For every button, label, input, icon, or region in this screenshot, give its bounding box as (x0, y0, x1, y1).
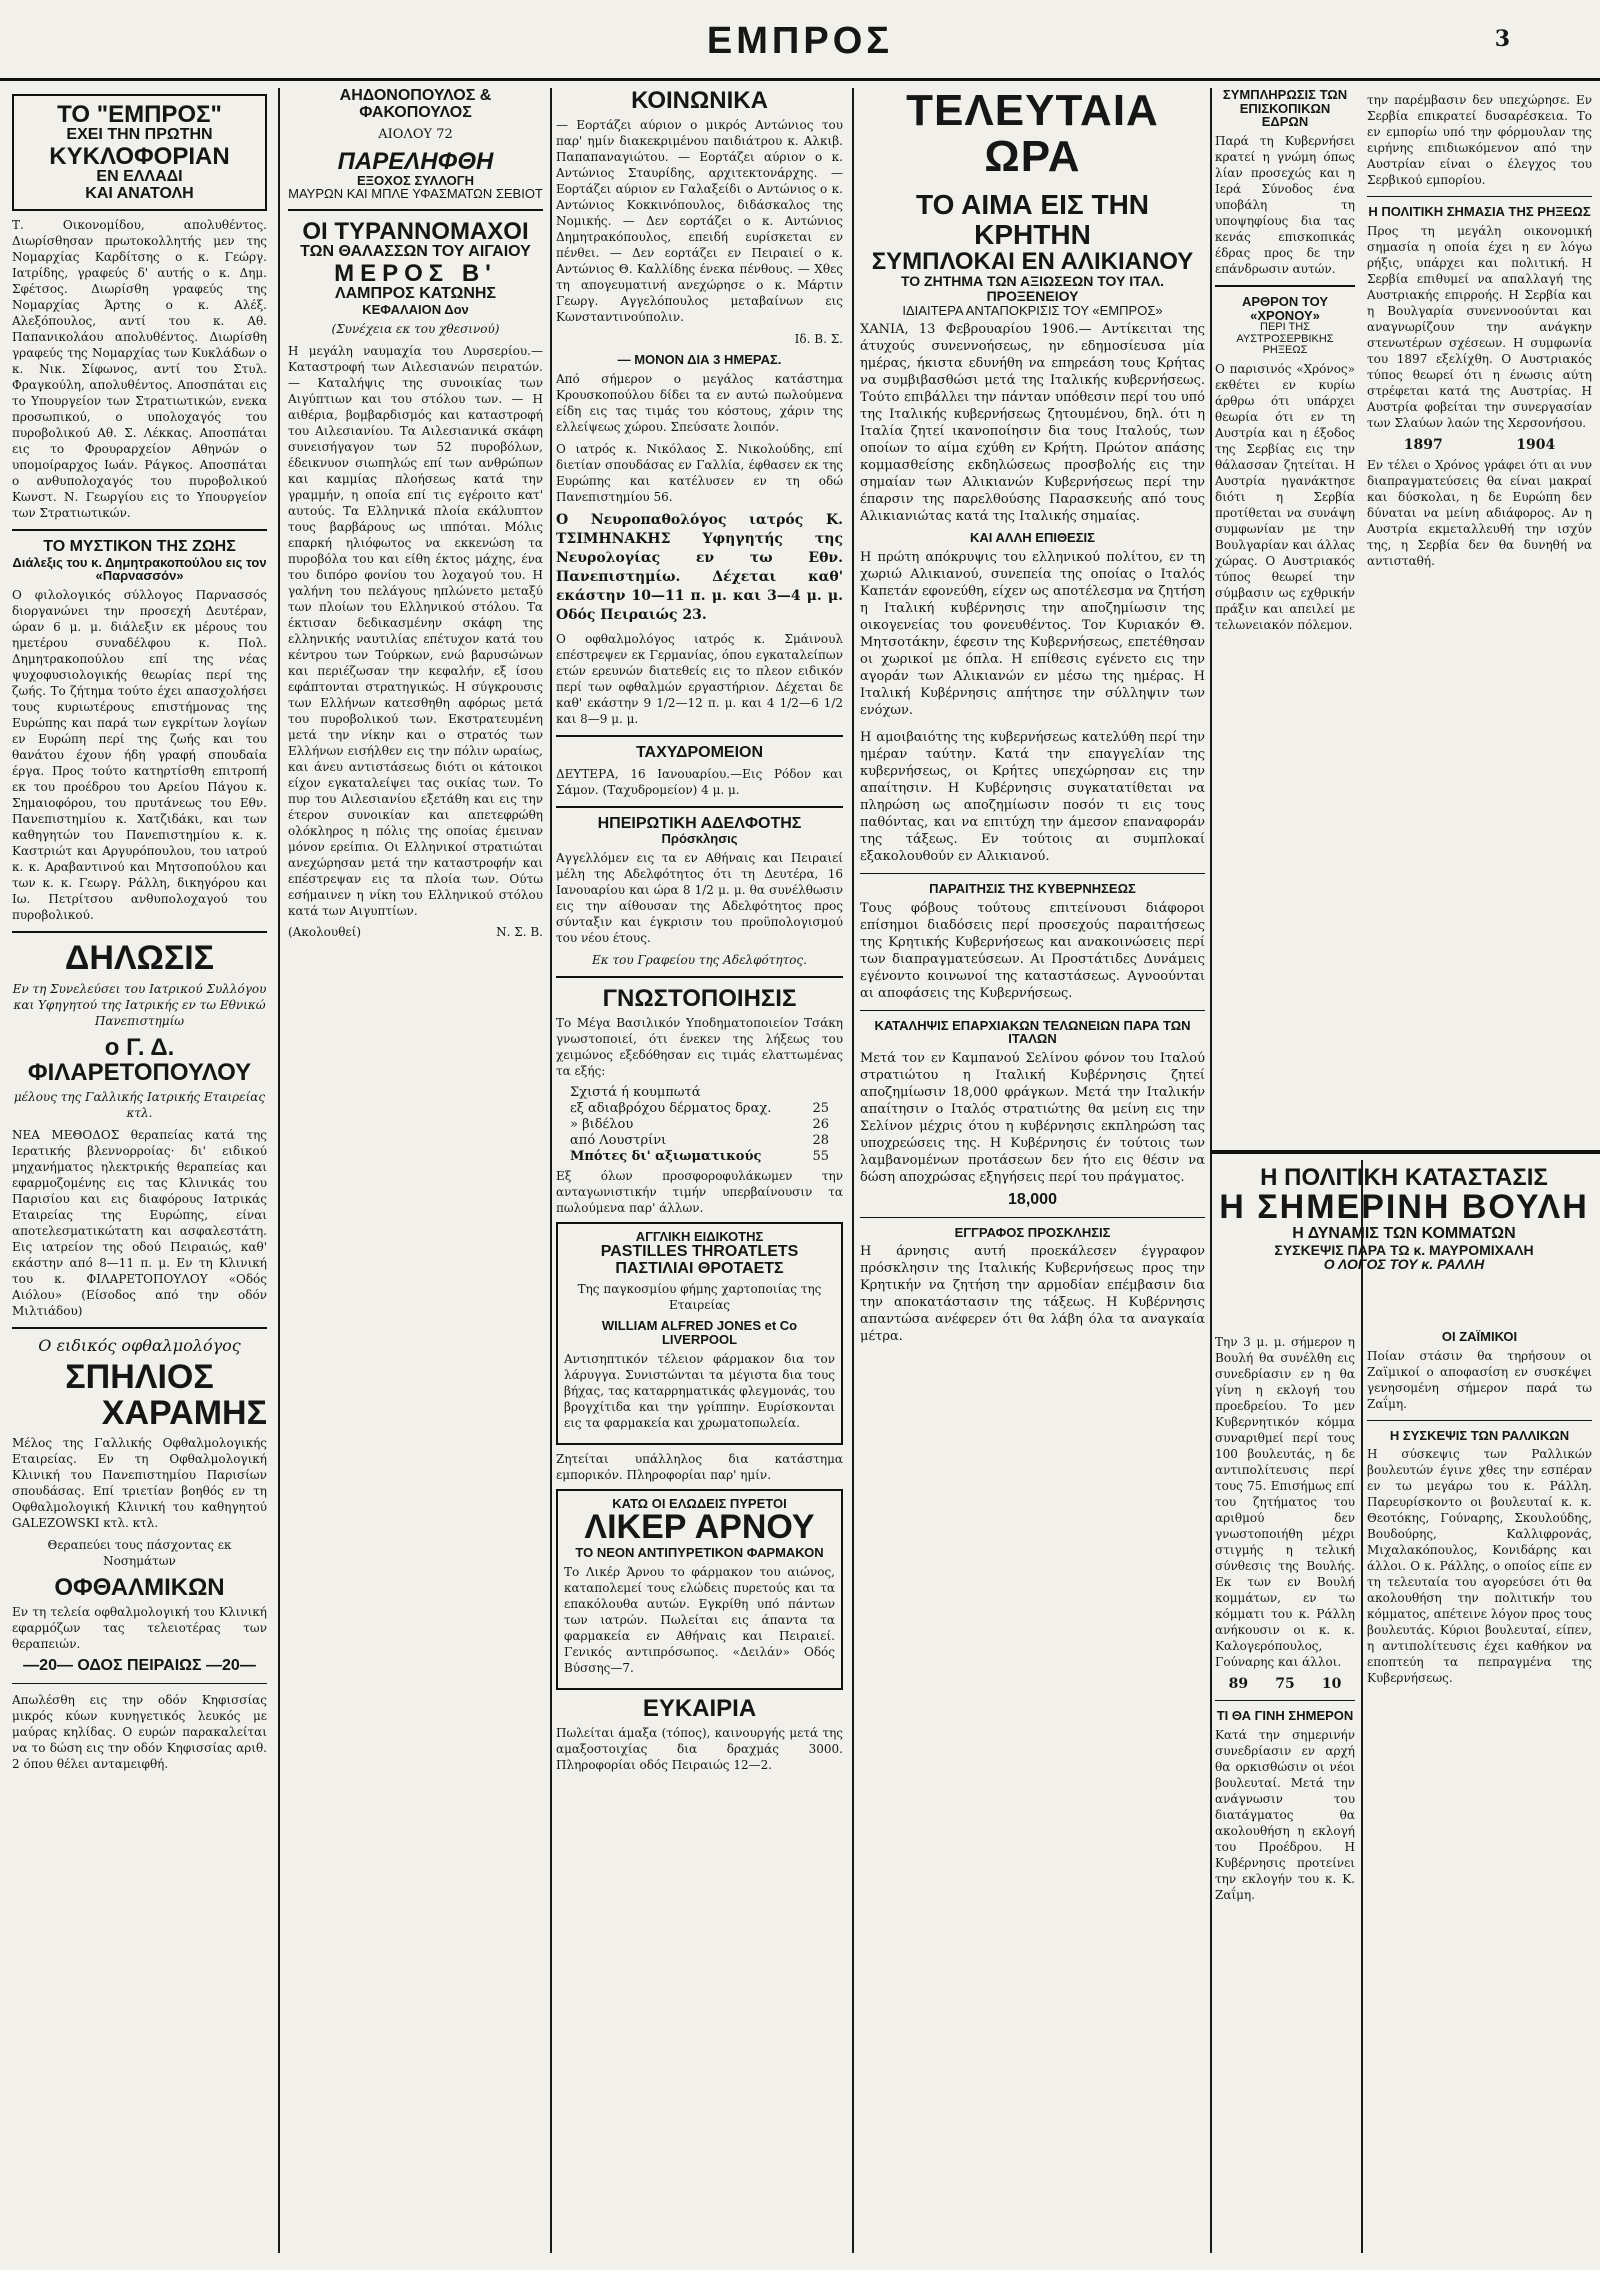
figure-18000: 18,000 (1008, 1190, 1057, 1208)
political-title: Η ΔΥΝΑΜΙΣ ΤΩΝ ΚΟΜΜΑΤΩΝ (1292, 1224, 1516, 1242)
pastilles-name: PASTILLES THROATLETS (600, 1242, 799, 1260)
social-signed: Ιδ. Β. Σ. (794, 332, 843, 347)
bargain-title: ΕΥΚΑΙΡΙΑ (642, 1694, 757, 1722)
section-title: ΤΟ ΜΥΣΤΙΚΟΝ ΤΗΣ ΖΩΗΣ (43, 537, 236, 555)
eye-name: ΧΑΡΑΜΗΣ (101, 1393, 267, 1432)
price-row: εξ αδιαβρόχου δέρματος δραχ. 25 (570, 1101, 829, 1117)
price-row: Μπότες δι' αξιωματικούς 55 (570, 1149, 829, 1165)
pastilles-title: ΑΓΓΛΙΚΗ ΕΙΔΙΚΟΤΗΣ (635, 1229, 764, 1245)
masthead-title: ΕΜΠΡΟΣ (706, 20, 894, 62)
serial-chapter: ΚΕΦΑΛΑΙΟΝ Δον (362, 302, 469, 318)
shop-address: ΑΙΟΛΟΥ 72 (378, 126, 453, 142)
political-title: Ο ΛΟΓΟΣ ΤΟΥ κ. ΡΑΛΛΗ (1323, 1256, 1485, 1273)
mail-title: ΤΑΧΥΔΡΟΜΕΙΟΝ (635, 743, 764, 761)
headline-private: ΙΔΙΑΙΤΕΡΑ ΑΝΤΑΠΟΚΡΙΣΙΣ ΤΟΥ «ΕΜΠΡΟΣ» (902, 302, 1163, 318)
government-body: Τους φόβους τούτους επιτείνουσι διάφοροι επίσημοι διαδόσεις περί προσεχούς παραιτήσεως της Κρητικής Κυβερνήσεως και ανακοινώσεις περί των διαπραγματεύσεων. Αι Προστάτιδες Δυνάμεις εγένοντο κοινωνοί της καταστάσεως. Αγνοούνται αι αποφάσεις της Κυβερνήσεως. (860, 900, 1205, 1001)
column-rule (550, 88, 552, 2253)
notice-title: ΔΗΛΩΣΙΣ (64, 938, 215, 977)
serial-signoff: (Ακολουθεί) (288, 924, 362, 939)
column-1 (12, 88, 267, 2253)
doctor-title: μέλους της Γαλλικής Ιατρικής Εταιρείας κτλ. (13, 1089, 266, 1120)
column-4 (860, 88, 1205, 2253)
serial-title: ΟΙ ΤΥΡΑΝΝΟΜΑΧΟΙ (302, 218, 529, 246)
political-title: ΣΥΣΚΕΨΙΣ ΠΑΡΑ ΤΩ κ. ΜΑΥΡΟΜΙΧΑΛΗ (1274, 1241, 1534, 1258)
column-5 (1215, 88, 1355, 1138)
rallis-title: Η ΣΥΣΚΕΨΙΣ ΤΩΝ ΡΑΛΛΙΚΩΝ (1389, 1427, 1570, 1443)
eye-address: —20— ΟΔΟΣ ΠΕΙΡΑΙΩΣ —20— (23, 1657, 256, 1675)
lecture-body: Ο φιλολογικός σύλλογος Παρνασσός διοργανώνει την προσεχή Δευτέραν, ώραν 6 μ. μ. διάλεξιν εκ μέρους του ημετέρου συναδέλφου κ. Πολ. Δημητρακοπούλου επί της νέας ψυχοφυσιολογικής θεωρίας περί της ζωής. Το ζήτημα τούτο έχει απασχολήσει τους κυριωτέρους επιστήμονας της Ευρώπης και παρά των εγκρίτων λογίων εν Ευρώπη περί της ζωής και του θανάτου έχουν ήδη γραφή σπουδαία έργα. Προς τούτο κατηρτίσθη επιτροπή εκ του προέδρου του Αρείου Πάγου κ. Σημαιοφόρου, του πρυτάνεως του Εθν. Πανεπιστημίου κ. Χατζιδάκι, και των καθηγητών του Πανεπιστημίου κ. κ. Καστριώτ και Αργυρόπουλου, του ιατρού κ. κ. Αραβαντινού και Μητσοπούλου και των κ. κ. Γεωργ. Ράλλη, δικηγόρου και Ιω. Πετρίτσου ανθυπολοχαγού του πυροβολικού. (12, 587, 267, 922)
doctor-body: ΝΕΑ ΜΕΘΟΔΟΣ θεραπείας κατά της Ιερατικής βλεννορροίας· δι' ειδικού μηχανήματος ηλεκτρικής θεραπείας και εφαρμοζομένης εις τας Κλινικάς του Παρισίου και εις διαφόρους Ιατρικάς Εταιρείας της Ευρώπης, είναι αποτελεσματικώτατη και ασφαλεστάτη. Εις ιατρείον της οδού Πειραιώς, καθ' εκάστην από 8—11 π. μ. Εν τη Κλινική του κ. ΦΙΛΑΡΕΤΟΠΟΥΛΟΥ «Οδός Αιόλου» (Είσοδος από την οδόν Μιλτιάδου) (12, 1127, 267, 1318)
rallis-body: Η σύσκεψις των Ραλλικών βουλευτών έγινε χθες την εσπέραν εν τω μεγάρω του κ. Ράλλη. Παρευρίσκοντο οι βουλευταί κ. κ. Θεοτόκης, Γούναρης, Σκουλούδης, Βουδούρης, Καλλιφρονάς, Μιχαλακόπουλος, Κονιδάρης και άλλοι. Ο κ. Ράλλης, ο οποίος είπε εν τη τελευταία του αγορεύσει ότι θα ακολουθήση την πολιτικήν του κόμματος, απέτεινε λόγον προς τους βουλευτάς. Κύριοι βουλευταί, είπεν, η αντιπολίτευσις έχει καθήκον να εποπτεύη τα πεπραγμένα της Κυβερνήσεως. (1367, 1447, 1592, 1686)
doctor-ad: Ο ιατρός κ. Νικόλαος Σ. Νικολούδης, επί διετίαν σπουδάσας εν Γαλλία, έφθασεν εκ της Ευρώπης και κατέλυσεν εν τη οδώ Πανεπιστημίου 56. (556, 441, 843, 504)
headline-issue: ΤΟ ΖΗΤΗΜΑ ΤΩΝ ΑΞΙΩΣΕΩΝ ΤΟΥ ΙΤΑΛ. ΠΡΟΞΕΝΕΙΟΥ (900, 273, 1165, 305)
shop-fabrics: ΜΑΥΡΩΝ ΚΑΙ ΜΠΛΕ ΥΦΑΣΜΑΤΩΝ ΣΕΒΙΟΤ (288, 186, 543, 202)
shop-delivery: ΠΑΡΕΛΗΦΘΗ (337, 147, 494, 175)
job-notice: Ζητείται υπάλληλος δια κατάστημα εμπορικόν. Πληροφορίαι παρ' ημίν. (556, 1451, 843, 1482)
eye-cure: Θεραπεύει τους πάσχοντας εκ Νοσημάτων (47, 1538, 232, 1569)
doctor-name: ο Γ. Δ. ΦΙΛΑΡΕΤΟΠΟΥΛΟΥ (27, 1033, 252, 1086)
eye-name: ΣΠΗΛΙΟΣ (65, 1357, 214, 1396)
shop-collection: ΕΞΟΧΟΣ ΣΥΛΛΟΓΗ (357, 172, 474, 188)
article-sub: ΠΕΡΙ ΤΗΣ ΑΥΣΤΡΟΣΕΡΒΙΚΗΣ ΡΗΞΕΩΣ (1236, 321, 1334, 357)
government-title: ΠΑΡΑΙΤΗΣΙΣ ΤΗΣ ΚΥΒΕΡΝΗΣΕΩΣ (929, 881, 1136, 896)
epirus-sign: Εκ του Γραφείου της Αδελφότητος. (592, 953, 807, 968)
points-body: Προς τη μεγάλη οικονομική σημασία η οποία έχει η εν λόγω ρήξις, υπάρχει και πολιτική. Η Σερβία επιθυμεί να απαλλαγή της Αυστριακής επιρροής. Η Σερβία και η Βουλγαρία συνεννοούνται και αναγνωρίζουν την ανάγκην στενωτέρων σχέσεων. Η συμφωνία του 1897 εξελίχθη. Ο Αυστριακός τύπος θεωρεί ότι η ένωσις αύτη στρέφεται κατά της Αυστρίας. Η Αυστρία φοβείται την συνεργασίαν των Σλαύων λαών της Χερσονήσου. (1367, 223, 1592, 430)
today-body: Κατά την σημερινήν συνεδρίασιν εν αρχή θα ορκισθώσιν οι νέοι βουλευταί. Μετά την ανάγνωσιν του διατάγματος θα ακολουθήση η εκλογή του Προέδρου. Η Κυβέρνησις προτείνει την εκλογήν του κ. Κ. Ζαΐμη. (1215, 1727, 1355, 1902)
three-days-body: Από σήμερον ο μεγάλος κατάστημα Κρουσκοπούλου δίδει τα εν αυτώ πωλούμενα είδη εις τας τιμάς του κόστους, χάριν της ελλείψεως χώρου. Σπεύσατε λοιπόν. (556, 371, 843, 434)
top-text: την παρέμβασιν δεν υπεχώρησε. Εν Σερβία επικρατεί δυσαρέσκεια. Το εν εμπορίω υπό την φόρμουλαν της ειρήνης επιδιωκόμενον από την Αυστρίαν είναι ο έλεγχος του Σερβικού εμπορίου. (1367, 93, 1592, 187)
arrest-title: ΚΑΤΑΛΗΨΙΣ ΕΠΑΡΧΙΑΚΩΝ ΤΕΛΩΝΕΙΩΝ ΠΑΡΑ ΤΩΝ ΙΤΑΛΩΝ (874, 1017, 1191, 1047)
political-header (1215, 1165, 1593, 1272)
fever-sub: ΤΟ ΝΕΟΝ ΑΝΤΙΠΥΡΕΤΙΚΟΝ ΦΑΡΜΑΚΟΝ (575, 1545, 824, 1561)
pastilles-maker: WILLIAM ALFRED JONES et Co (601, 1318, 798, 1334)
price-list (556, 1085, 843, 1164)
arrest-body: Μετά τον εν Καμπανού Σελίνου φόνον του Ιταλού στρατιώτου η Ιταλική Κυβέρνησις ζητεί αποζημίωσιν 18,000 φράγκων. Μετά την Ιταλικήν απαίτησιν ο Ιταλός στρατιώτης θα μείνη εις την Σελίνον μέχρις ότου η κυβέρνησις εκπληρώση τας υποχρεώσεις της. Η Κυβέρνησις έν τούτοις των λαμβανομένων προτάσεων δεν ήτο εις θέσιν να δώση αποχρώσας εξηγήσεις περί του πράγματος. (860, 1050, 1205, 1185)
column-6 (1367, 88, 1592, 1138)
bargain-body: Πωλείται άμαξα (τόπος), καινουργής μετά της αμαξοστοιχίας δια δραχμάς 3000. Πληροφορίαι οδός Πειραιώς 12—2. (556, 1725, 843, 1772)
serial-continuation: (Συνέχεια εκ του χθεσινού) (331, 321, 500, 336)
supplement-body: Παρά τη Κυβερνήσει κρατεί η γνώμη όπως λίαν προσεχώς και η Ιερά Σύνοδος ένα υποβάλη τη υποψηφίους δια τας κενάς επισκοπικάς έδρας προς δε την επάνδρωσιν αυτών. (1215, 133, 1355, 276)
zaimis-body: Ποίαν στάσιν θα τηρήσουν οι Ζαϊμικοί ο αποφασίση εν συσκέψει γενησομένη σήμερον παρά τω Ζαΐμη. (1367, 1348, 1592, 1411)
serial-part: ΜΕΡΟΣ Β' (334, 260, 497, 288)
today-title: ΤΙ ΘΑ ΓΙΝΗ ΣΗΜΕΡΟΝ (1216, 1708, 1354, 1723)
fever-ad (556, 1489, 843, 1690)
social-title: ΚΟΙΝΩΝΙΚΑ (631, 88, 768, 114)
gnosto-title: ΓΝΩΣΤΟΠΟΙΗΣΙΣ (602, 985, 797, 1013)
invite-title: ΕΓΓΡΑΦΟΣ ΠΡΟΣΚΛΗΣΙΣ (954, 1224, 1111, 1240)
mail-body: ΔΕΥΤΕΡΑ, 16 Ιανουαρίου.—Εις Ρόδον και Σάμον. (Ταχυδρομείον) 4 μ. μ. (556, 766, 843, 797)
column-rule (278, 88, 280, 2253)
lost-notice: Απωλέσθη εις την οδόν Κηφισσίας μικρός κύων κυνηγετικός λευκός με μαύρας κηλίδας. Ο ευρών παρακαλείται να το δώση εις την οδόν Κηφισσίας αριθ. 2 όπου θέλει ανταμειφθή. (12, 1693, 267, 1772)
pastilles-ad (556, 1222, 843, 1445)
column-rule (1210, 88, 1212, 2253)
pastilles-name: ΠΑΣΤΙΛΙΑΙ ΘΡΟΤΑΕΤΣ (615, 1259, 784, 1277)
headline-sub: ΣΥΜΠΛΟΚΑΙ ΕΝ ΑΛΙΚΙΑΝΟΥ (871, 248, 1194, 276)
column-rule (1361, 1160, 1363, 2253)
price-row: » βιδέλου 26 (570, 1117, 829, 1133)
pastilles-body: Αντισηπτικόν τέλειον φάρμακον δια τον λάρυγγα. Συνιστώνται τα μέγιστα δια τους βήχας, τας καταρρηματικάς φλεγμονάς, του βρογχίτιδα και την γρίππην. Ευρίσκονται εις τα φαρμακεία και χρωματοπωλεία. (564, 1351, 835, 1430)
eye-disease: ΟΦΘΑΛΜΙΚΩΝ (54, 1574, 225, 1602)
promo-line: ΕΝ ΕΛΛΑΔΙ (96, 168, 183, 186)
other-attack-body: Η πρώτη απόκρυψις του ελληνικού πολίτου, εν τη χωριώ Αλικιανού, συνεπεία της οποίας ο Ιταλός Καπετάν εφονεύθη, είχεν ως αποτέλεσμα να ζητήση η Ιταλική κυβέρνησις την αποζημίωσιν της οικογενείας του φονευθέντος. Τον Κυριακόν Θ. Μητσοτάκην, έφεσιν της Κυβερνήσεως, επετέθησαν οι χωρικοί με όπλα. Η επίθεσις εγένετο εις την αγοράν των Αλικιανών εν μέσω της ημέρας. Η Ιταλική Κυβέρνησις απήτησε την σύλληψιν των ενόχων. (860, 550, 1205, 718)
social-body: — Εορτάζει αύριον ο μικρός Αντώνιος του παρ' ημίν διακεκριμένου παιδιάτρου κ. Αλκιβ. Παπαπαναγιώτου. — Εορτάζει αύριον ο κ. Αντώνιος Σταυρίδης, αρχιτεκτονάρχης. — Εορτάζει αύριον εν Γαλαξείδι ο Αντώνιος ο κ. Αντώνιος Κοκκινόπουλος, διδάσκαλος της Νομικής. — Δεν εορτάζει ο κ. Αντώνιος Δημητρακόπουλος, επειδή ευρίσκεται εν πένθει. — Δεν εορτάζει εν Πειραιεί ο κ. Αντώνιος Θ. Καλλίδης ένεκα πένθους. — Χθες τη απογευματινή ανεχώρησε ο κ. Μάρτιν Γεωργ. Αγγελόπουλος μεταβαίνων εις Κωνσταντινούπολιν. (556, 118, 843, 325)
gnosto-body: Το Μέγα Βασιλικόν Υποδηματοποιείον Τσάκη γνωστοποιεί, ότι ένεκεν της λήξεως του χειμώνος εξεδόθησαν εις τιμάς ελαττωμένας τα εξής: (556, 1016, 843, 1079)
article-body: Ο παρισινός «Χρόνος» εκθέτει εν κυρίω άρθρω ότι υπάρχει θεωρία ότι εν τη Αυστρία και η έξοδος της Σερβίας εις την θάλασσαν ζητείται. Η Αυστρία ηγανάκτησε διότι η Σερβία προτίθεται να συνάψη συμφωνίαν με την Βουλγαρίαν και άλλας χώρας. Ο Αυστριακός τύπος θεωρεί την σύμβασιν ως εχθρικήν πράξιν και απειλεί με τελωνειακόν πόλεμον. (1215, 361, 1355, 632)
lecture-title: Διάλεξις του κ. Δημητρακοπούλου εις τον «Παρνασσόν» (12, 554, 267, 584)
epirus-title: ΗΠΕΙΡΩΤΙΚΗ ΑΔΕΛΦΟΤΗΣ (597, 814, 802, 832)
headline-top: ΤΕΛΕΥΤΑΙΑ ΩΡΑ (906, 88, 1159, 182)
political-title: Η ΣΗΜΕΡΙΝΗ ΒΟΥΛΗ (1219, 1188, 1589, 1227)
crete-body: ΧΑΝΙΑ, 13 Φεβρουαρίου 1906.— Αντίκειται της άτυχούς συνεννοήσεως, ην εδημοσίευσα μία ημέρας, ήκιστα εδυνήθη να επηρεάση τους Κρήτας να συμβιβασθώσι μετά της Ιταλικής κυβερνήσεως. Τούτο επιβάλλει την πάνταν υπόθεσιν περί του υπό της Ιταλικής κυβερνήσεως ζητουμένου, δηλ. ότι η Ιταλία ζητεί ικανοποίησιν δια τους Ιταλούς, των οποίων το αίμα εχύθη εν Κρήτη. Πρώτον απάσης κομμασθείσης εκδηλώσεως προσβολής εις την σημαίαν των Αλικιανών Κυβερνήσεως περί την έπαρσιν της παρελθούσης Παρασκευής από τους Αλικιανιώτας κατά της Ιταλικής σημαίας. (860, 322, 1205, 525)
headline-main: ΤΟ ΑΙΜΑ ΕΙΣ ΤΗΝ ΚΡΗΤΗΝ (915, 189, 1150, 250)
middle-text: Εν τέλει ο Χρόνος γράφει ότι αι νυν διαπραγματεύσεις θα είναι μακραί και δύσκολαι, η δε Ευρώπη δεν δύναται να μείνη αδιάφορος. Αν η Αυστρία εκμεταλλευθή την ισχύν της, η Σερβία δεν θα δυνηθή να αντισταθή. (1367, 457, 1592, 568)
political-body: Την 3 μ. μ. σήμερον η Βουλή θα συνέλθη εις συνεδρίασιν εν η θα γίνη η εκλογή του προεδρείου. Το μεν Κυβερνητικόν κόμμα συναριθμεί περί τους 100 βουλευτάς, η δε αντιπολίτευσις περί τους 75. Επισήμως επί του ζητήματος του αριθμού δεν γνωστοποιήθη μέχρι στιγμής η τελική σύνθεσις της Βουλής. Εκ των εν Βουλή κομμάτων, εν τω κόμματι του κ. Ράλλη ανήκουσιν οι κ. κ. Καλογερόπουλος, Γούναρης και άλλοι. (1215, 1335, 1355, 1669)
column-3 (556, 88, 843, 2253)
serial-initials: Ν. Σ. Β. (496, 924, 543, 939)
eye-intro: Ο ειδικός οφθαλμολόγος (38, 1335, 241, 1355)
political-column (1215, 1330, 1355, 2250)
boots-note: Εξ όλων προσφοροφυλάκωμεν την ανταγωνιστικήν τιμήν υπερβαίνουσιν τα πωλούμενα παρ' άλλων. (556, 1169, 843, 1216)
appointments-text: Τ. Οικονομίδου, απολυθέντος. Διωρίσθησαν πρωτοκολλητής μεν της Νομαρχίας Καρδίτσης ο κ. Γεώργ. Ιατρίδης, γραφεύς δ' αυτής ο κ. Δημ. Σφέτσος. Διωρίσθη γραφεύς της Νομαρχίας Άρτης ο κ. Αλέξ. Αλεξόπουλος, αντί του κ. Αθ. Παπανικολάου απολυθέντος. Διωρίσθη γραφεύς της Νομαρχίας των Κυκλάδων ο κ. Νικ. Σίφωνος, αντί του Στυλ. Φραγκούλη, απολυθέντος. Αποσπάται εις το Υπουργείον των Στρατιωτικών, ενεκα προσωπικού, ο υπολοχαγός του πυροβολικού Αθ. Σ. Λέκκας. Αποσπάται εις το Φρουραρχείον Αθηνών ο υπομοίραρχος Ιωάν. Ράγκος. Αποσπάται ο ανθυπολοχαγός του πυροβολικού Κωνστ. Ν. Γεωργίου εις το Υπουργείον των Στρατιωτικών. (12, 217, 267, 520)
crete-body: Η αμοιβαιότης της κυβερνήσεως κατελύθη περί την ημέραν ταύτην. Κατά την επαγγελίαν της κυβερνήσεως, οι Κρήτες υπεχώρησαν εις την απαίτησιν. Η Κυβέρνησις συγκατατίθεται να πληρώση ως αποζημίωσιν ποσόν τι εις τους παθόντας, και να επιτύχη την άμεσον επαναφοράν της τάξεως. Εν τούτοις αι συμπλοκαί εξακολουθούν εν Αλικιανού. (860, 730, 1205, 864)
ophthalmo-body: Ο οφθαλμολόγος ιατρός κ. Σμάινουλ επέστρεψεν εκ Γερμανίας, όπου εγκαταλείπων ετών ερευνών διατεθείς εις το πλεον ειδικόν περί των οφθαλμών εργαστήριον. Δέχεται δε καθ' εκάστην 9 1/2—12 π. μ. και 4 1/2—6 1/2 και 8—9 μ. μ. (556, 631, 843, 726)
notice-intro: Εν τη Συνελεύσει του Ιατρικού Συλλόγου και Υφηγητού της Ιατρικής εν τω Εθνικώ Πανεπιστημίω (12, 981, 267, 1028)
serial-body: Η μεγάλη ναυμαχία του Λυρσερίου.— Καταστροφή των Αιλεσιανών πειρατών. — Καταλήψις της συνοικίας των Αιγύπτιων και του στόλου των. — Η αιθέρια, βομβαρδισμός και καταστροφή του Αιλεσιανίου. Τα Αιλεσιανικά σκάφη συνεισήγαγον των 52 πυροβόλων, έδεικνυον σιωπηλώς επί των ανθρώπων και καμμίας πλοήσεως κατά την γραμμήν, η οποία επί τις εγέροιτο κατ' αυτούς. Τα Ελληνικά πλοία εκάλυπτον τους βαρβάρους ως ιππόται. Μόλις επαρκή ηλιόφωτος να εκκενώση τα πυροβόλα του και είθη έκτος μάχης, ένα του διπόρο φονίου του λοχαγού του. Η γαλήνη του πελάγους ηπλώνετο μεταξύ των πλοίων του Ελληνικού στόλου. Τα έκτισαν δεδικασμένην σκάφη της ελληνικής ναυτιλίας επέτυχον κατά του κέντρου των Τούρκων, ενώ βαρυσώνων και περιέζωσαν την κεφαλήν, εξ ίσου εφάπτονται στρατηγικώς. Η σύγκρουσις των Ελλήνων κατεσθηθη αφόρως μετά του πυροβολικού των. Εκστρατευμένη μετά την νίκην και ο στρατός των Ελλήνων εισήλθεν εις την πόλιν ωραίως, και άνευ αντιστάσεως διότι οι κάτοικοι είχον εγκαταλείψει τας οικίας των. Το πυρ του Αιλεσιανίου εξετάθη και εις την έτερον συνοικίαν και απετεφρώθη ολόκληρος η πόλις της οποίας έμειναν μόνον ερείπια. Οι Ελληνικοί στρατιώται ανεχώρησαν μετά την καταστροφήν και επέστρεψαν εις τα πλοία των. Ούτω εσήμαινεν η νίκη του Ελληνικού στόλου κατά των Αιγυπτίων. (288, 343, 543, 918)
column-rule (852, 88, 854, 2253)
political-title: Η ΠΟΛΙΤΙΚΗ ΚΑΤΑΣΤΑΣΙΣ (1260, 1164, 1548, 1191)
masthead (0, 0, 1600, 81)
fever-name: ΛΙΚΕΡ ΑΡΝΟΥ (584, 1508, 815, 1547)
eye-body: Μέλος της Γαλλικής Οφθαλμολογικής Εταιρείας. Εν τη Οφθαλμολογική Κλινική του Πανεπιστημίου Παρισίων σπουδάσας. Επί τριετίαν βοηθός εν τη Οφθαλμολογική Κλινική του καθηγητού GALEZOWSKI κτλ. κτλ. (12, 1436, 267, 1531)
invite-body: Η άρνησις αυτή προεκάλεσεν έγγραφον πρόσκλησιν της Ιταλικής Κυβερνήσεως προς την Κρητικήν να ζητήση την αρμοδίαν επέμβασιν δια την αποκατάστασιν της τάξεως. Η Κυβέρνησις απαντώσα ανέφερεν ότι θα λάβη όλα τα αναγκαία μέτρα. (860, 1244, 1205, 1345)
price-row: Σχιστά ή κουμπωτά (570, 1085, 701, 1101)
shop-name: ΑΗΔΟΝΟΠΟΥΛΟΣ & ΦΑΚΟΠΟΥΛΟΣ (339, 88, 492, 121)
article-title: ΑΡΘΡΟΝ ΤΟΥ «ΧΡΟΝΟΥ» (1241, 293, 1329, 323)
points-title: Η ΠΟΛΙΤΙΚΗ ΣΗΜΑΣΙΑ ΤΗΣ ΡΗΞΕΩΣ (1368, 204, 1591, 219)
eye-clinic: Εν τη τελεία οφθαλμολογική του Κλινική εφαρμόζων τας τελειοτέρας των θεραπειών. (12, 1605, 267, 1652)
price-row: από Λουστρίνι 28 (570, 1133, 829, 1149)
section-divider (1210, 1150, 1600, 1154)
promo-newspaper: ΤΟ "ΕΜΠΡΟΣ" (57, 101, 222, 128)
promo-line: ΚΑΙ ΑΝΑΤΟΛΗ (85, 184, 194, 202)
neuro-title: Ο Νευροπαθολόγος ιατρός Κ. ΤΣΙΜΗΝΑΚΗΣ Υφηγητής της Νευρολογίας εν τω Εθν. Πανεπιστημίω. Δέχεται καθ' εκάστην 10—11 π. μ. και 3—4 μ. μ. Οδός Πειραιώς 23. (556, 511, 843, 623)
column-6-lower (1367, 1330, 1592, 2250)
serial-title: ΤΩΝ ΘΑΛΑΣΣΩΝ ΤΟΥ ΑΙΓΑΙΟΥ (300, 243, 531, 261)
serial-author: ΛΑΜΠΡΟΣ ΚΑΤΩΝΗΣ (334, 285, 497, 303)
zaimis-title: ΟΙ ΖΑΪΜΙΚΟΙ (1441, 1330, 1518, 1344)
three-days-title: — ΜΟΝΟΝ ΔΙΑ 3 ΗΜΕΡΑΣ. (617, 352, 782, 368)
fever-head: ΚΑΤΩ ΟΙ ΕΛΩΔΕΙΣ ΠΥΡΕΤΟΙ (612, 1495, 787, 1511)
circulation-promo (12, 94, 267, 211)
count-figures: 89 75 10 (1228, 1676, 1342, 1692)
fever-body: Το Λικέρ Άρνου το φάρμακον του αιώνος, καταπολεμεί τους ελώδεις πυρετούς και τα επακόλουθα αυτών. Εγκρίθη υπό πάντων των ιατρών. Πωλείται εις άπαντα τα φαρμακεία εν Αθήναις και Πειραιεί. Γενικός αντιπρόσωπος. «Δειλάν» Οδός Βύσσης—7. (564, 1564, 835, 1675)
pastilles-line: Της παγκοσμίου φήμης χαρτοποιίας της Εταιρείας (577, 1282, 822, 1313)
pastilles-city: LIVERPOOL (661, 1332, 738, 1348)
other-attack-title: ΚΑΙ ΑΛΛΗ ΕΠΙΘΕΣΙΣ (970, 530, 1095, 546)
year-figures: 1897 1904 (1403, 436, 1556, 453)
supplement-title: ΣΥΜΠΛΗΡΩΣΙΣ ΤΩΝ ΕΠΙΣΚΟΠΙΚΩΝ ΕΔΡΩΝ (1222, 88, 1348, 130)
promo-line: ΚΥΚΛΟΦΟΡΙΑΝ (49, 142, 230, 170)
column-2 (288, 88, 543, 2253)
epirus-body: Αγγελλόμεν εις τα εν Αθήναις και Πειραιεί μέλη της Αδελφότητος ότι τη Δευτέρα, 16 Ιανουαρίου και ώρα 8 1/2 μ. μ. θα συνέλθωσιν εις την αίθουσαν της Αδελφότητος προς σύνταξιν και έγκρισιν του προϋπολογισμού του νέου έτους. (556, 851, 843, 946)
promo-line: ΕΧΕΙ ΤΗΝ ΠΡΩΤΗΝ (66, 126, 213, 144)
epirus-sub: Πρόσκλησις (661, 831, 738, 847)
page-number: 3 (1494, 26, 1510, 52)
